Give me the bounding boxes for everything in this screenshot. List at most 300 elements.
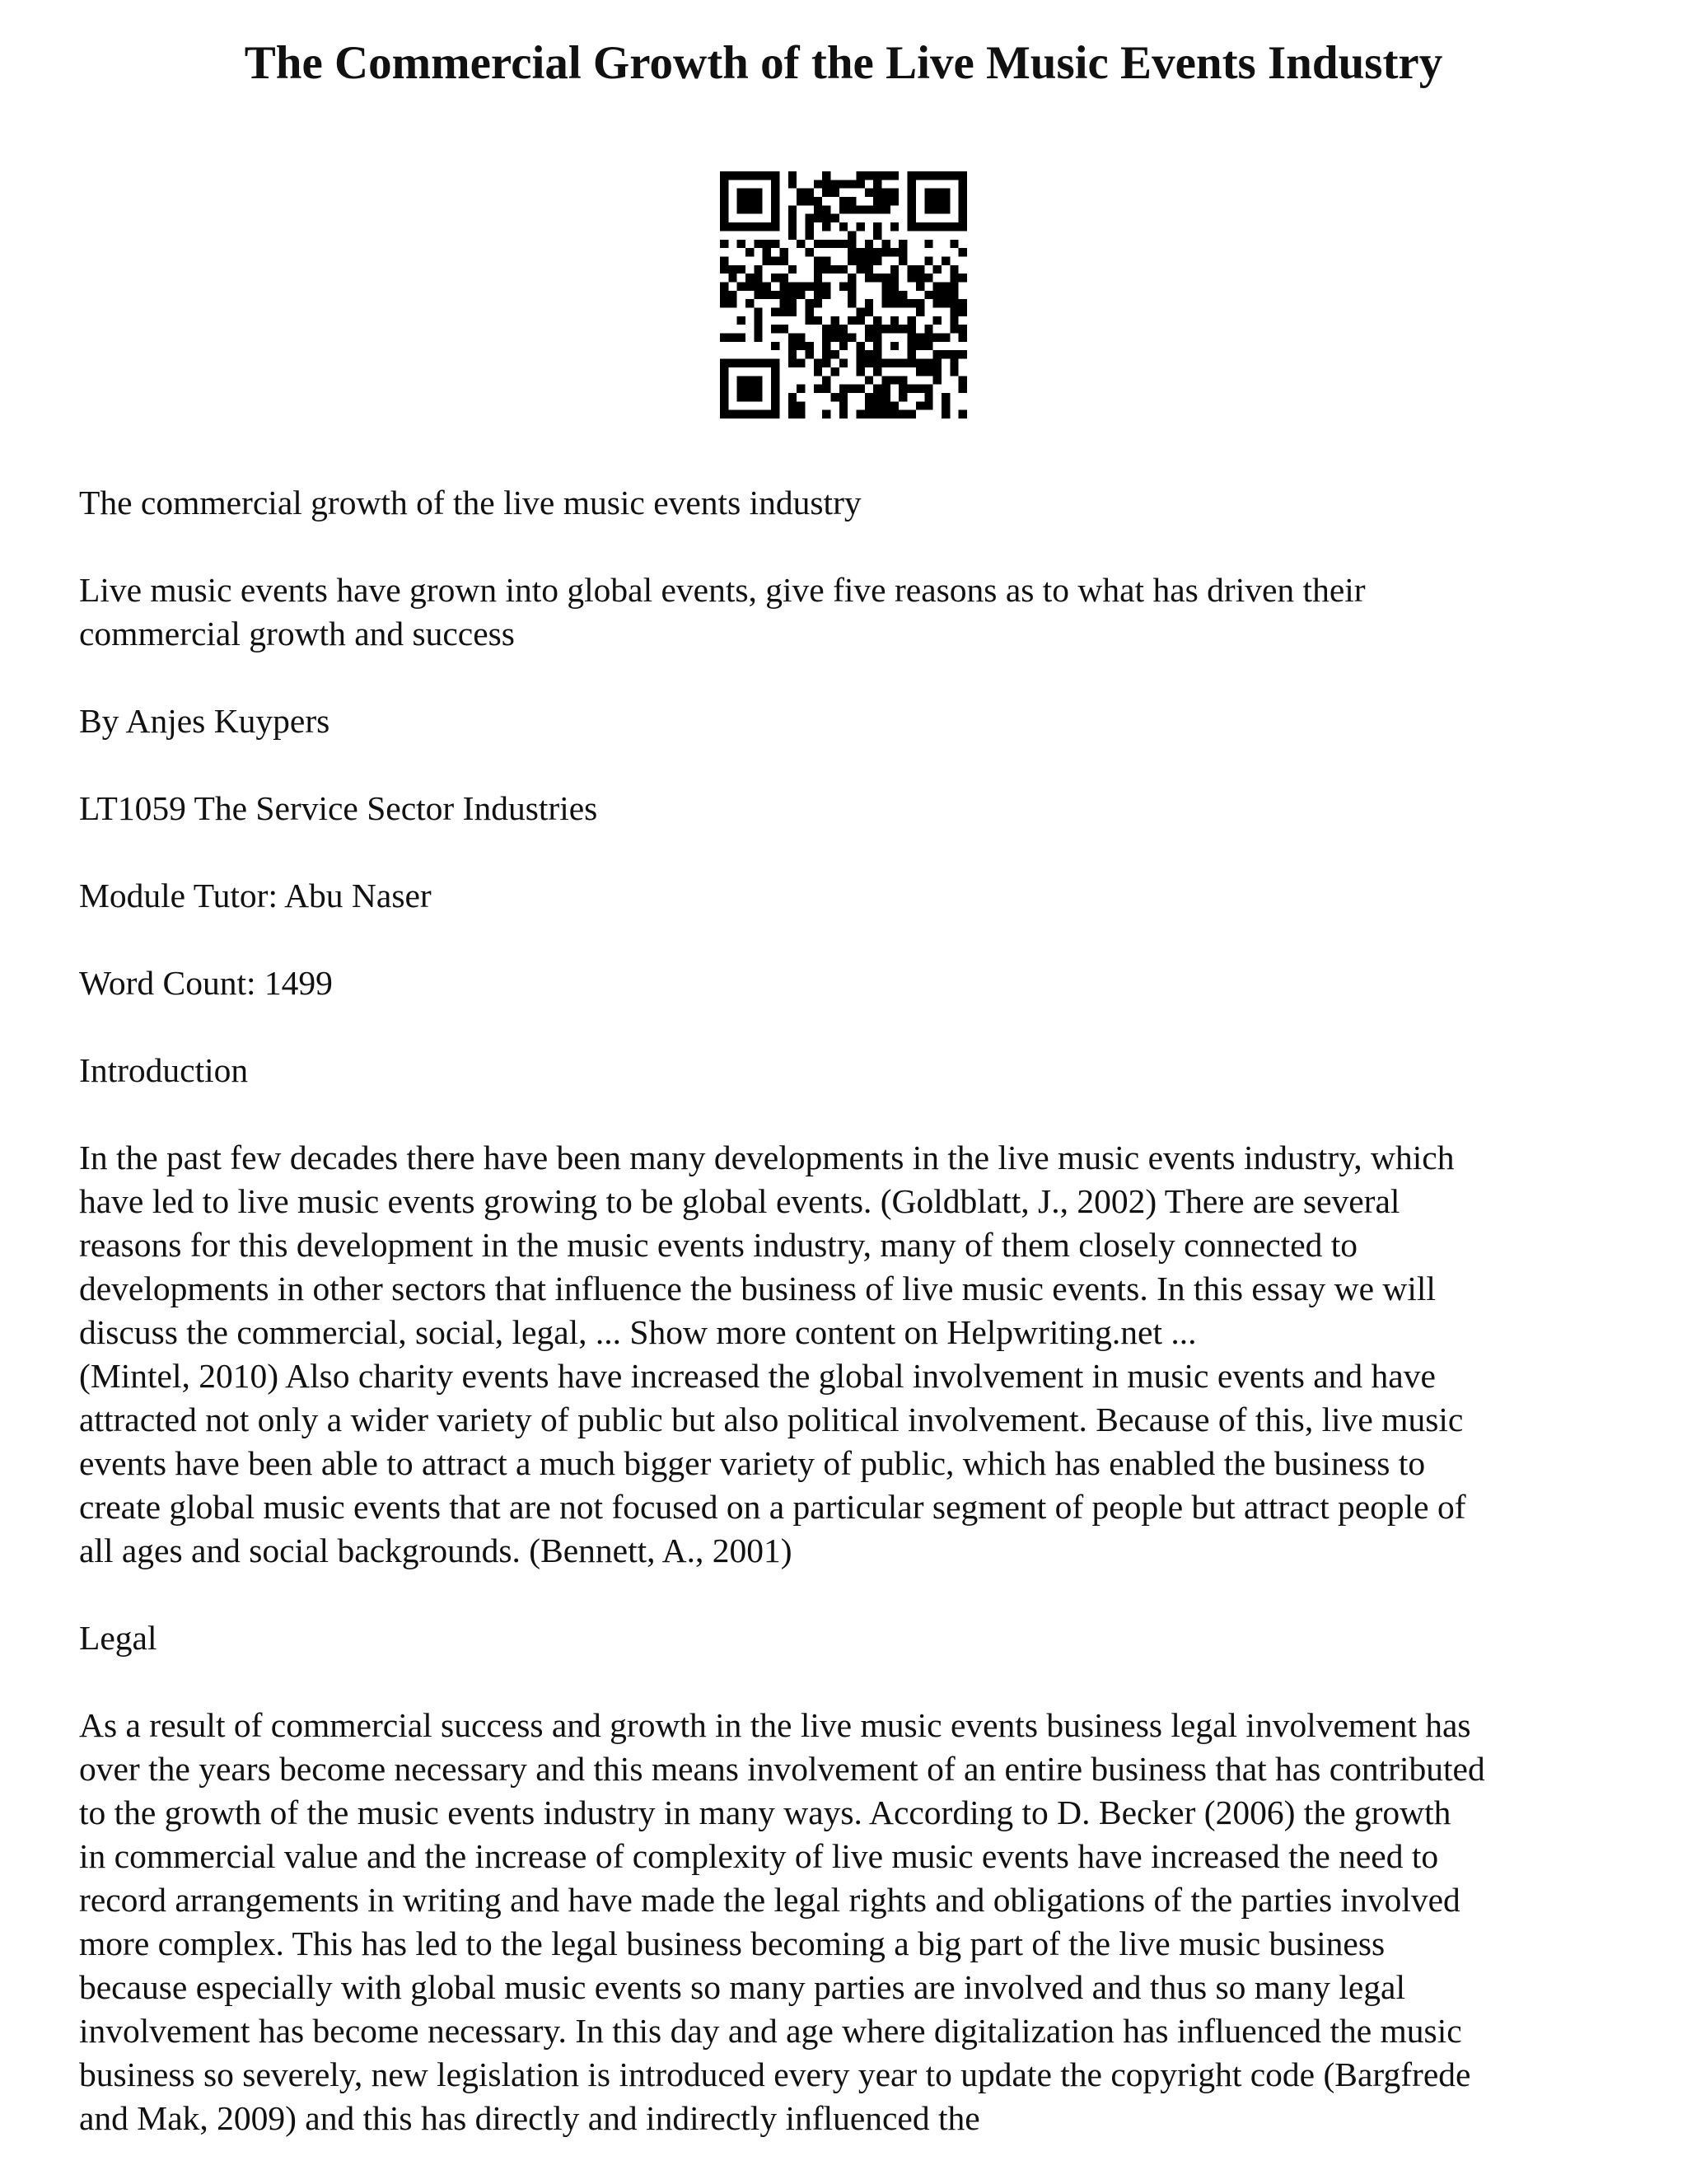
qr-module [822,180,830,188]
qr-module [771,171,779,180]
qr-module [959,308,967,316]
qr-module [788,222,797,231]
qr-module [805,299,813,307]
qr-module [848,197,856,205]
qr-module [763,359,771,367]
qr-module [890,316,899,325]
qr-module [873,359,881,367]
qr-module [839,240,848,248]
qr-module [839,180,848,188]
qr-module [763,291,771,299]
qr-module [916,367,924,376]
qr-module [899,256,907,264]
qr-module [754,171,762,180]
qr-module [950,222,958,231]
paragraph-line: attracted not only a wider variety of public but also political involvement. Because of this, live music [79,1401,1464,1438]
qr-module [814,282,822,290]
qr-module [916,171,924,180]
qr-module [908,214,916,222]
qr-module [771,189,779,197]
qr-module [788,231,797,239]
paragraph [79,568,1628,656]
qr-module [890,342,899,350]
qr-module [865,393,873,401]
qr-module [942,222,950,231]
qr-code-graphic [720,171,967,419]
qr-module [822,282,830,290]
qr-module [830,367,839,376]
qr-module [771,325,779,333]
qr-module [959,189,967,197]
qr-module [942,334,950,342]
qr-module [839,410,848,419]
paragraph-line: and Mak, 2009) and this has directly and indirectly influenced the [79,2099,980,2137]
qr-module [771,385,779,393]
qr-module [839,282,848,290]
qr-code-icon[interactable] [720,171,967,419]
qr-module [754,359,762,367]
paragraph [79,787,1628,830]
qr-module [873,171,881,180]
qr-module [857,308,865,316]
qr-module [737,385,745,393]
qr-module [882,274,890,282]
qr-module [814,299,822,307]
qr-module [788,282,797,290]
qr-module [720,334,728,342]
qr-module [857,410,865,419]
qr-module [814,205,822,213]
qr-module [805,189,813,197]
qr-module [771,256,779,264]
qr-module [771,359,779,367]
qr-module [822,256,830,264]
qr-module [924,325,932,333]
qr-module [839,359,848,367]
qr-module [916,308,924,316]
qr-module [848,231,856,239]
paragraph-line: business so severely, new legislation is introduced every year to update the copyright code (Bargfrede [79,2055,1471,2093]
qr-module [882,240,890,248]
qr-module [805,350,813,358]
paragraph [79,1616,1628,1660]
qr-module [908,325,916,333]
qr-module [873,367,881,376]
qr-module [950,325,958,333]
qr-module [771,205,779,213]
qr-module [950,359,958,367]
paragraph-line: Live music events have grown into global events, give five reasons as to what has driven their [79,571,1366,609]
qr-module [745,299,754,307]
qr-module [771,291,779,299]
qr-module [890,171,899,180]
qr-module [933,367,942,376]
qr-module [788,393,797,401]
qr-module [737,240,745,248]
qr-module [942,350,950,358]
qr-module [771,180,779,188]
qr-module [822,334,830,342]
qr-module [737,334,745,342]
qr-module [908,299,916,307]
paragraph [79,699,1628,743]
qr-module [754,274,762,282]
paragraph-line: developments in other sectors that influence the business of live music events. In this essay we will [79,1270,1436,1307]
qr-module [754,316,762,325]
qr-module [771,401,779,409]
qr-module [873,334,881,342]
qr-module [788,401,797,409]
qr-module [745,189,754,197]
qr-module [763,248,771,256]
qr-module [865,325,873,333]
qr-module [754,222,762,231]
qr-module [830,393,839,401]
qr-module [805,248,813,256]
qr-module [942,189,950,197]
qr-module [908,265,916,274]
qr-module [908,350,916,358]
qr-module [899,393,907,401]
qr-module [788,265,797,274]
qr-module [857,222,865,231]
qr-module [882,325,890,333]
qr-module [882,205,890,213]
qr-module [720,197,728,205]
qr-module [763,222,771,231]
qr-module [950,316,958,325]
paragraph-line: create global music events that are not focused on a particular segment of people but attract people of [79,1488,1466,1526]
qr-module [950,291,958,299]
qr-module [822,342,830,350]
qr-module [908,180,916,188]
paragraph-line: all ages and social backgrounds. (Bennett, A., 2001) [79,1532,792,1569]
qr-module [745,222,754,231]
qr-module [959,334,967,342]
qr-module [865,240,873,248]
qr-module [745,376,754,384]
qr-module [720,359,728,367]
qr-module [873,350,881,358]
qr-module [830,189,839,197]
qr-module [745,359,754,367]
qr-module [822,410,830,419]
qr-module [720,171,728,180]
qr-module [805,342,813,350]
qr-module [814,214,822,222]
qr-module [754,410,762,419]
qr-module [797,401,805,409]
qr-module [933,334,942,342]
qr-module [908,197,916,205]
qr-module [848,205,856,213]
qr-module [916,334,924,342]
qr-module [890,291,899,299]
qr-module [763,256,771,264]
qr-module [830,240,839,248]
document-title: The Commercial Growth of the Live Music Events Industry [244,37,1443,89]
qr-module [959,299,967,307]
qr-module [754,393,762,401]
qr-module [788,308,797,316]
qr-module [882,401,890,409]
qr-module [916,342,924,350]
qr-module [950,265,958,274]
qr-module [873,410,881,419]
qr-module [890,282,899,290]
qr-module [763,410,771,419]
qr-module [779,325,787,333]
qr-module [865,171,873,180]
qr-module [763,240,771,248]
qr-module [728,274,736,282]
qr-module [933,299,942,307]
paragraph [79,1049,1628,1092]
qr-module [754,240,762,248]
qr-module [959,248,967,256]
qr-module [890,410,899,419]
qr-module [924,205,932,213]
qr-module [822,325,830,333]
qr-module [857,385,865,393]
qr-module [779,274,787,282]
qr-module [865,265,873,274]
qr-module [890,401,899,409]
qr-module [814,316,822,325]
qr-module [754,265,762,274]
qr-module [745,282,754,290]
qr-module [916,401,924,409]
qr-module [788,180,797,188]
qr-module [779,308,787,316]
qr-module [908,189,916,197]
qr-module [720,189,728,197]
qr-module [873,197,881,205]
qr-module [865,248,873,256]
qr-module [848,299,856,307]
qr-module [959,410,967,419]
qr-module [745,197,754,205]
qr-module [814,265,822,274]
qr-module [933,282,942,290]
qr-module [857,248,865,256]
qr-module [737,316,745,325]
qr-module [890,189,899,197]
qr-module [924,189,932,197]
qr-module [882,393,890,401]
qr-module [873,342,881,350]
qr-module [788,350,797,358]
qr-module [908,205,916,213]
qr-module [848,385,856,393]
qr-module [933,291,942,299]
qr-module [924,334,932,342]
qr-module [728,359,736,367]
qr-module [890,299,899,307]
qr-module [805,214,813,222]
paragraph-line: record arrangements in writing and have made the legal rights and obligations of the parties involved [79,1881,1460,1919]
qr-module [924,385,932,393]
qr-module [754,282,762,290]
qr-module [763,171,771,180]
qr-module [942,171,950,180]
qr-module [830,265,839,274]
qr-module [882,291,890,299]
qr-module [771,393,779,401]
qr-module [797,385,805,393]
qr-module [950,274,958,282]
paragraph-line: have led to live music events growing to be global events. (Goldblatt, J., 2002) There are several [79,1182,1400,1220]
qr-module [745,248,754,256]
qr-module [916,222,924,231]
qr-module [720,376,728,384]
qr-module [822,291,830,299]
qr-module [908,359,916,367]
qr-module [857,342,865,350]
qr-module [788,299,797,307]
qr-module [754,385,762,393]
qr-module [720,291,728,299]
qr-module [814,256,822,264]
qr-module [822,350,830,358]
qr-module [745,205,754,213]
qr-module [942,291,950,299]
paragraph-line: By Anjes Kuypers [79,702,330,740]
qr-module [873,393,881,401]
qr-module [890,248,899,256]
qr-module [822,222,830,231]
qr-module [924,171,932,180]
qr-module [737,265,745,274]
qr-module [737,410,745,419]
qr-module [788,359,797,367]
qr-module [822,265,830,274]
qr-module [754,308,762,316]
qr-module [882,171,890,180]
qr-module [899,325,907,333]
paragraph-line: LT1059 The Service Sector Industries [79,789,598,827]
qr-module [899,291,907,299]
qr-module [805,308,813,316]
qr-module [763,282,771,290]
qr-module [942,299,950,307]
qr-module [899,376,907,384]
qr-module [899,410,907,419]
qr-module [745,274,754,282]
qr-module [933,376,942,384]
qr-module [865,274,873,282]
qr-module [848,316,856,325]
qr-module [822,214,830,222]
qr-module [848,274,856,282]
qr-module [865,410,873,419]
qr-module [890,359,899,367]
qr-module [779,248,787,256]
qr-module [890,274,899,282]
qr-module [788,410,797,419]
qr-module [942,205,950,213]
qr-module [857,367,865,376]
qr-module [890,222,899,231]
qr-module [959,197,967,205]
qr-module [720,393,728,401]
qr-module [814,385,822,393]
qr-module [882,385,890,393]
qr-module [771,240,779,248]
qr-module [857,180,865,188]
qr-module [814,359,822,367]
qr-module [942,282,950,290]
qr-module [728,265,736,274]
qr-module [873,385,881,393]
qr-module [848,291,856,299]
qr-module [933,359,942,367]
qr-module [933,316,942,325]
qr-module [857,205,865,213]
qr-module [933,265,942,274]
qr-module [865,401,873,409]
qr-module [924,222,932,231]
qr-module [857,171,865,180]
qr-module [924,401,932,409]
qr-module [916,299,924,307]
paragraph [79,1136,1628,1354]
qr-module [959,180,967,188]
qr-module [908,342,916,350]
qr-module [916,265,924,274]
qr-module [924,393,932,401]
qr-module [959,376,967,384]
qr-module [822,205,830,213]
qr-module [942,410,950,419]
qr-module [771,376,779,384]
qr-module [848,282,856,290]
qr-module [788,291,797,299]
qr-module [865,256,873,264]
qr-module [754,291,762,299]
qr-module [908,316,916,325]
qr-module [779,282,787,290]
paragraph-line: reasons for this development in the music events industry, many of them closely connected to [79,1226,1358,1264]
qr-module [916,274,924,282]
qr-module [899,240,907,248]
qr-module [720,180,728,188]
qr-module [737,189,745,197]
qr-module [890,325,899,333]
paragraph-line: commercial growth and success [79,615,515,652]
qr-module [873,274,881,282]
qr-module [942,393,950,401]
qr-module [830,350,839,358]
qr-module [839,325,848,333]
qr-module [737,205,745,213]
qr-module [839,222,848,231]
qr-module [771,342,779,350]
paragraph-line: over the years become necessary and this means involvement of an entire business that has contributed [79,1750,1485,1788]
qr-module [950,367,958,376]
qr-module [728,410,736,419]
qr-module [720,401,728,409]
qr-module [924,256,932,264]
qr-module [908,222,916,231]
qr-module [797,342,805,350]
qr-module [924,291,932,299]
qr-module [771,367,779,376]
qr-module [771,197,779,205]
qr-module [788,205,797,213]
qr-module [720,282,728,290]
qr-module [728,299,736,307]
